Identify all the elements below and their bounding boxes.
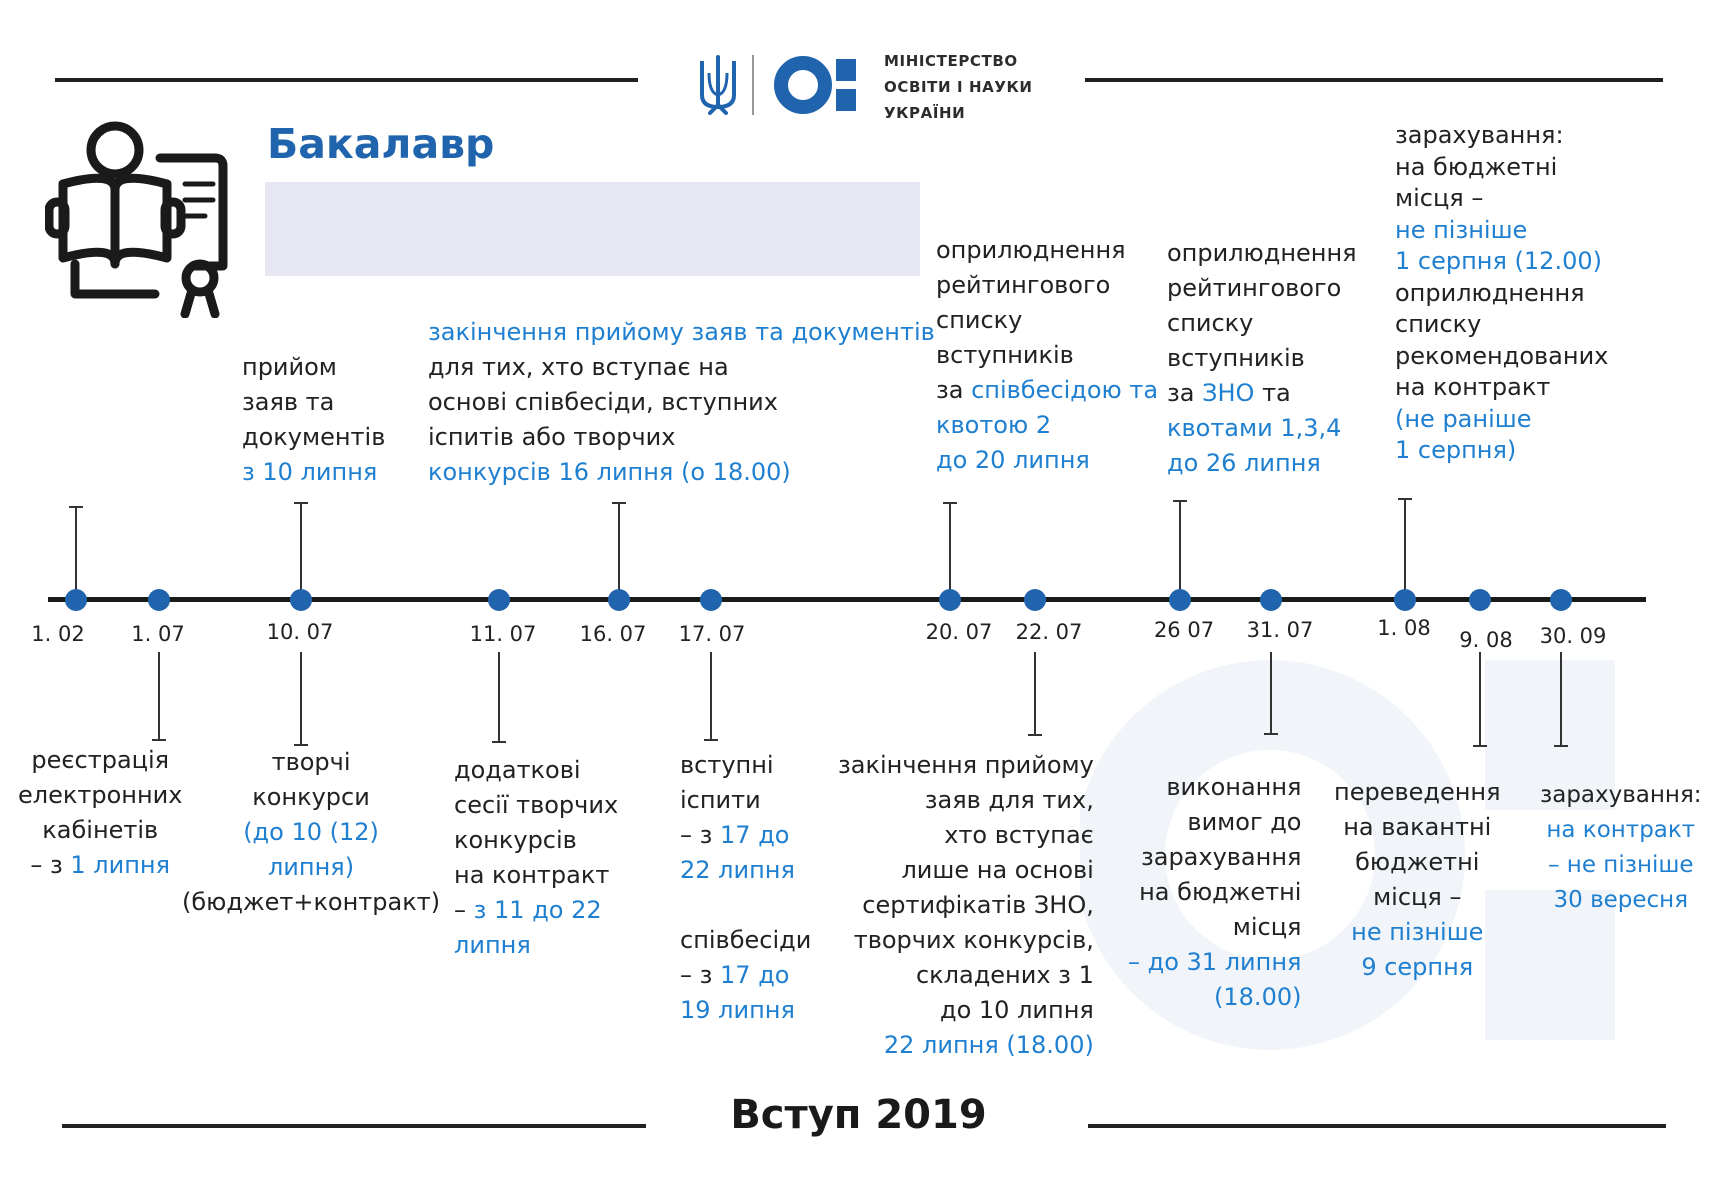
annotation-line xyxy=(1334,880,1501,915)
annotation-text: на контракт xyxy=(1395,373,1551,401)
annotation-text: лише на основі xyxy=(901,856,1094,884)
annotation-rating-interview xyxy=(936,233,1158,478)
annotation-text: на бюджетні xyxy=(1139,878,1302,906)
annotation-line xyxy=(838,923,1094,958)
annotation-line xyxy=(1128,945,1301,980)
annotation-line xyxy=(838,993,1094,1028)
annotation-line xyxy=(182,745,440,780)
header-rule-left xyxy=(55,78,638,82)
annotation-line xyxy=(680,993,811,1028)
annotation-line xyxy=(1334,775,1501,810)
annotation-text: вступників xyxy=(936,341,1074,369)
annotation-text: закінчення прийому заяв та документів xyxy=(428,318,935,346)
annotation-text: з 11 до 22 xyxy=(473,896,602,924)
date-label: 10. 07 xyxy=(266,620,334,644)
annotation-text: не пізніше xyxy=(1395,215,1528,244)
annotation-applications-end-zno xyxy=(838,748,1094,1063)
annotation-text: 9 серпня xyxy=(1361,953,1474,981)
annotation-text: зарахування xyxy=(1140,843,1302,871)
annotation-text: для тих, хто вступає на xyxy=(428,353,729,381)
annotation-text: прийом xyxy=(242,353,337,381)
annotation-text: оприлюднення xyxy=(1167,239,1357,267)
annotation-line xyxy=(838,958,1094,993)
annotation-text: бюджетні xyxy=(1355,848,1480,876)
annotation-text: іспити xyxy=(680,786,761,814)
annotation-applications-start xyxy=(242,350,385,490)
connector-cap xyxy=(69,506,83,508)
annotation-line xyxy=(1167,306,1357,341)
annotation-line xyxy=(838,748,1094,783)
annotation-text: 19 липня xyxy=(680,996,795,1024)
annotation-text: іспитів або творчих xyxy=(428,423,676,451)
connector-cap xyxy=(492,741,506,743)
annotation-text: місця – xyxy=(1373,883,1462,911)
annotation-text: заяв для тих, xyxy=(924,786,1094,814)
annotation-line xyxy=(1395,435,1608,467)
connector-stem xyxy=(1270,652,1272,734)
annotation-line xyxy=(242,385,385,420)
timeline-dot xyxy=(608,589,630,611)
annotation-text: творчих конкурсів, xyxy=(853,926,1094,954)
timeline-dot xyxy=(290,589,312,611)
connector-stem xyxy=(710,652,712,740)
annotation-extra-creative-sessions xyxy=(454,753,618,963)
annotation-text: списку xyxy=(936,306,1023,334)
annotation-line xyxy=(936,303,1158,338)
annotation-line xyxy=(1167,236,1357,271)
annotation-line xyxy=(428,350,935,385)
annotation-text: за xyxy=(1167,379,1203,407)
annotation-enrollment-budget xyxy=(1395,120,1608,467)
date-label: 1. 02 xyxy=(31,622,85,646)
annotation-text: 1 липня xyxy=(70,851,171,879)
ministry-line: МІНІСТЕРСТВО xyxy=(884,52,1018,70)
timeline-dot xyxy=(148,589,170,611)
annotation-line xyxy=(1334,845,1501,880)
annotation-line xyxy=(1395,152,1608,184)
annotation-line xyxy=(454,823,618,858)
connector-cap xyxy=(943,502,957,504)
annotation-line xyxy=(838,1028,1094,1063)
annotation-text: 17 до xyxy=(720,961,790,989)
connector-cap xyxy=(1173,500,1187,502)
annotation-line xyxy=(428,315,935,350)
annotation-line xyxy=(680,958,811,993)
annotation-text: – xyxy=(454,896,474,924)
connector-stem xyxy=(300,502,302,599)
annotation-line xyxy=(1167,341,1357,376)
annotation-line xyxy=(1395,120,1608,152)
annotation-cabinet-registration xyxy=(18,743,182,883)
annotation-line xyxy=(936,268,1158,303)
timeline-dot xyxy=(939,589,961,611)
annotation-line xyxy=(936,408,1158,443)
annotation-text: зарахування: xyxy=(1395,121,1564,149)
annotation-line xyxy=(1395,183,1608,215)
annotation-line xyxy=(680,748,795,783)
connector-cap xyxy=(1473,745,1487,747)
annotation-line xyxy=(1395,278,1608,310)
annotation-text: реєстрація xyxy=(31,746,170,774)
connector-stem xyxy=(1179,500,1181,599)
annotation-line xyxy=(1395,341,1608,373)
annotation-text: – з xyxy=(680,821,721,849)
annotation-text: з 10 липня xyxy=(242,458,378,486)
connector-stem xyxy=(300,652,302,745)
annotation-text: виконання xyxy=(1166,773,1302,801)
subtitle-placeholder-bar xyxy=(265,182,920,276)
ministry-name xyxy=(884,48,1033,126)
annotation-text: липня) xyxy=(267,853,355,881)
page-title: Бакалавр xyxy=(267,120,495,168)
annotation-text: до 26 липня xyxy=(1167,449,1321,477)
annotation-text: творчі xyxy=(271,748,351,776)
annotation-line xyxy=(936,443,1158,478)
connector-stem xyxy=(618,502,620,599)
annotation-line xyxy=(936,233,1158,268)
annotation-text: на вакантні xyxy=(1343,813,1492,841)
annotation-line xyxy=(1395,309,1608,341)
annotation-line xyxy=(454,893,618,928)
annotation-text: закінчення прийому xyxy=(838,751,1094,779)
annotation-line xyxy=(680,818,795,853)
annotation-text: основі співбесіди, вступних xyxy=(428,388,778,416)
date-label: 1. 07 xyxy=(131,622,185,646)
annotation-line xyxy=(1167,271,1357,306)
date-label: 11. 07 xyxy=(469,622,537,646)
annotation-line xyxy=(454,753,618,788)
annotation-text: переведення xyxy=(1334,778,1501,806)
annotation-line xyxy=(182,815,440,850)
annotation-text: до 10 липня xyxy=(940,996,1094,1024)
ministry-line: ОСВІТИ І НАУКИ xyxy=(884,78,1033,96)
annotation-line xyxy=(1395,215,1608,247)
annotation-text: – з xyxy=(30,851,71,879)
annotation-text: вимог до xyxy=(1187,808,1302,836)
annotation-creative-contests xyxy=(182,745,440,920)
connector-cap xyxy=(294,502,308,504)
annotation-text: складених з 1 xyxy=(915,961,1094,989)
annotation-text: – з xyxy=(680,961,721,989)
annotation-line xyxy=(1540,813,1702,848)
annotation-line xyxy=(242,455,385,490)
header-rule-right xyxy=(1085,78,1663,82)
annotation-text: співбесідою та xyxy=(971,376,1159,404)
timeline-dot xyxy=(1469,589,1491,611)
mon-logo-icon xyxy=(772,53,872,117)
annotation-line xyxy=(680,923,811,958)
annotation-line xyxy=(838,783,1094,818)
connector-cap xyxy=(1264,733,1278,735)
annotation-text: додаткові xyxy=(454,756,581,784)
connector-cap xyxy=(1028,734,1042,736)
connector-cap xyxy=(152,739,166,741)
annotation-line xyxy=(1334,950,1501,985)
footer-title: Вступ 2019 xyxy=(730,1092,987,1138)
annotation-text: 17 до xyxy=(720,821,790,849)
annotation-rating-zno xyxy=(1167,236,1357,481)
annotation-text: на контракт xyxy=(454,861,610,889)
connector-stem xyxy=(1560,652,1562,746)
annotation-text: конкурси xyxy=(252,783,370,811)
annotation-text: (до 10 (12) xyxy=(243,818,379,846)
annotation-text: квотою 2 xyxy=(936,411,1052,439)
reader-diploma-icon xyxy=(45,118,235,318)
annotation-line xyxy=(1540,848,1702,883)
annotation-line xyxy=(428,385,935,420)
connector-cap xyxy=(612,502,626,504)
annotation-text: рейтингового xyxy=(936,271,1111,299)
connector-cap xyxy=(704,739,718,741)
annotation-line xyxy=(1128,770,1301,805)
annotation-text: 30 вересня xyxy=(1553,887,1689,913)
annotation-text: 1 серпня) xyxy=(1395,436,1517,464)
connector-cap xyxy=(1554,745,1568,747)
annotation-text: списку xyxy=(1395,310,1482,338)
annotation-text: на контракт xyxy=(1546,817,1696,843)
annotation-line xyxy=(18,813,182,848)
annotation-line xyxy=(1128,875,1301,910)
annotation-text: липня xyxy=(454,931,531,959)
annotation-text: – до 31 липня xyxy=(1128,948,1302,976)
annotation-line xyxy=(1395,246,1608,278)
annotation-text: та xyxy=(1254,379,1291,407)
date-label: 26 07 xyxy=(1153,618,1215,642)
annotation-line xyxy=(838,853,1094,888)
date-label: 22. 07 xyxy=(1015,620,1083,644)
annotation-line xyxy=(1334,915,1501,950)
annotation-line xyxy=(1334,810,1501,845)
annotation-budget-requirements xyxy=(1128,770,1301,1015)
annotation-text: 22 липня (18.00) xyxy=(883,1031,1094,1059)
annotation-line xyxy=(454,858,618,893)
annotation-line xyxy=(936,338,1158,373)
timeline-dot xyxy=(1024,589,1046,611)
annotation-line xyxy=(1540,883,1702,918)
annotation-text: 1 серпня (12.00) xyxy=(1395,247,1602,275)
annotation-line xyxy=(838,888,1094,923)
annotation-text: сесії творчих xyxy=(454,791,619,819)
annotation-text: оприлюднення xyxy=(1395,278,1585,307)
annotation-text: до 20 липня xyxy=(936,446,1090,474)
timeline-dot xyxy=(1394,589,1416,611)
connector-cap xyxy=(1398,498,1412,500)
annotation-line xyxy=(1128,910,1301,945)
annotation-applications-end-interview xyxy=(428,315,935,490)
annotation-line xyxy=(242,350,385,385)
annotation-text: місця – xyxy=(1395,184,1484,212)
annotation-text: вступників xyxy=(1167,344,1305,372)
annotation-text: (бюджет+контракт) xyxy=(182,888,441,916)
annotation-line xyxy=(1395,372,1608,404)
timeline-dot xyxy=(700,589,722,611)
annotation-text: хто вступає xyxy=(944,821,1094,849)
date-label: 16. 07 xyxy=(579,622,647,646)
annotation-text: рейтингового xyxy=(1167,274,1342,302)
annotation-line xyxy=(680,783,795,818)
annotation-text: рекомендованих xyxy=(1395,341,1609,370)
annotation-line xyxy=(838,818,1094,853)
date-label: 30. 09 xyxy=(1539,624,1607,648)
annotation-text: квотами 1,3,4 xyxy=(1167,414,1342,442)
annotation-text: заяв та xyxy=(242,388,335,416)
annotation-text: списку xyxy=(1167,309,1254,337)
date-label: 1. 08 xyxy=(1377,616,1431,640)
connector-stem xyxy=(498,652,500,742)
connector-stem xyxy=(1479,652,1481,746)
annotation-line xyxy=(18,778,182,813)
annotation-line xyxy=(1395,404,1608,436)
annotation-text: оприлюднення xyxy=(936,236,1126,264)
annotation-text: 22 липня xyxy=(680,856,795,884)
annotation-line xyxy=(680,853,795,888)
annotation-text: на бюджетні xyxy=(1395,152,1558,181)
annotation-line xyxy=(1128,980,1301,1015)
timeline-dot xyxy=(1550,589,1572,611)
annotation-line xyxy=(454,928,618,963)
annotation-vacant-budget-transfer xyxy=(1334,775,1501,985)
connector-stem xyxy=(949,502,951,599)
annotation-text: кабінетів xyxy=(42,816,159,844)
annotation-line xyxy=(242,420,385,455)
annotation-text: сертифікатів ЗНО, xyxy=(862,891,1094,919)
annotation-line xyxy=(182,850,440,885)
annotation-line xyxy=(182,780,440,815)
connector-stem xyxy=(158,652,160,740)
annotation-line xyxy=(18,743,182,778)
annotation-line xyxy=(1167,411,1357,446)
annotation-line xyxy=(428,455,935,490)
annotation-text: місця xyxy=(1232,913,1302,941)
connector-stem xyxy=(1034,652,1036,735)
annotation-text: – не пізніше xyxy=(1547,852,1694,878)
annotation-text: документів xyxy=(242,423,386,451)
logo-divider xyxy=(752,55,754,115)
annotation-text: не пізніше xyxy=(1351,918,1484,946)
annotation-line xyxy=(1167,446,1357,481)
annotation-line xyxy=(1540,778,1702,813)
annotation-line xyxy=(1128,840,1301,875)
annotation-text: (18.00) xyxy=(1214,983,1302,1011)
connector-stem xyxy=(1404,498,1406,599)
timeline-dot xyxy=(488,589,510,611)
annotation-line xyxy=(1167,376,1357,411)
annotation-line xyxy=(454,788,618,823)
date-label: 20. 07 xyxy=(925,620,993,644)
annotation-interviews xyxy=(680,923,811,1028)
annotation-text: зарахування: xyxy=(1540,782,1702,808)
timeline-dot xyxy=(65,589,87,611)
date-label: 31. 07 xyxy=(1246,618,1314,642)
annotation-text: за xyxy=(936,376,972,404)
trident-logo-icon xyxy=(698,55,738,117)
timeline-dot xyxy=(1169,589,1191,611)
annotation-text: (не раніше xyxy=(1395,404,1532,433)
date-label: 17. 07 xyxy=(678,622,746,646)
annotation-text: конкурсів 16 липня (о 18.00) xyxy=(428,458,791,486)
annotation-line xyxy=(936,373,1158,408)
annotation-text: співбесіди xyxy=(680,926,812,954)
connector-stem xyxy=(75,506,77,599)
ministry-line: УКРАЇНИ xyxy=(884,104,966,122)
annotation-line xyxy=(1128,805,1301,840)
annotation-text: вступні xyxy=(680,751,774,779)
annotation-text: ЗНО xyxy=(1202,379,1255,407)
annotation-line xyxy=(428,420,935,455)
annotation-text: конкурсів xyxy=(454,826,577,854)
timeline-dot xyxy=(1260,589,1282,611)
annotation-line xyxy=(18,848,182,883)
date-label: 9. 08 xyxy=(1459,628,1513,652)
annotation-enrollment-contract xyxy=(1540,778,1702,918)
annotation-entrance-exams xyxy=(680,748,795,888)
annotation-line xyxy=(182,885,440,920)
annotation-text: електронних xyxy=(18,781,183,809)
